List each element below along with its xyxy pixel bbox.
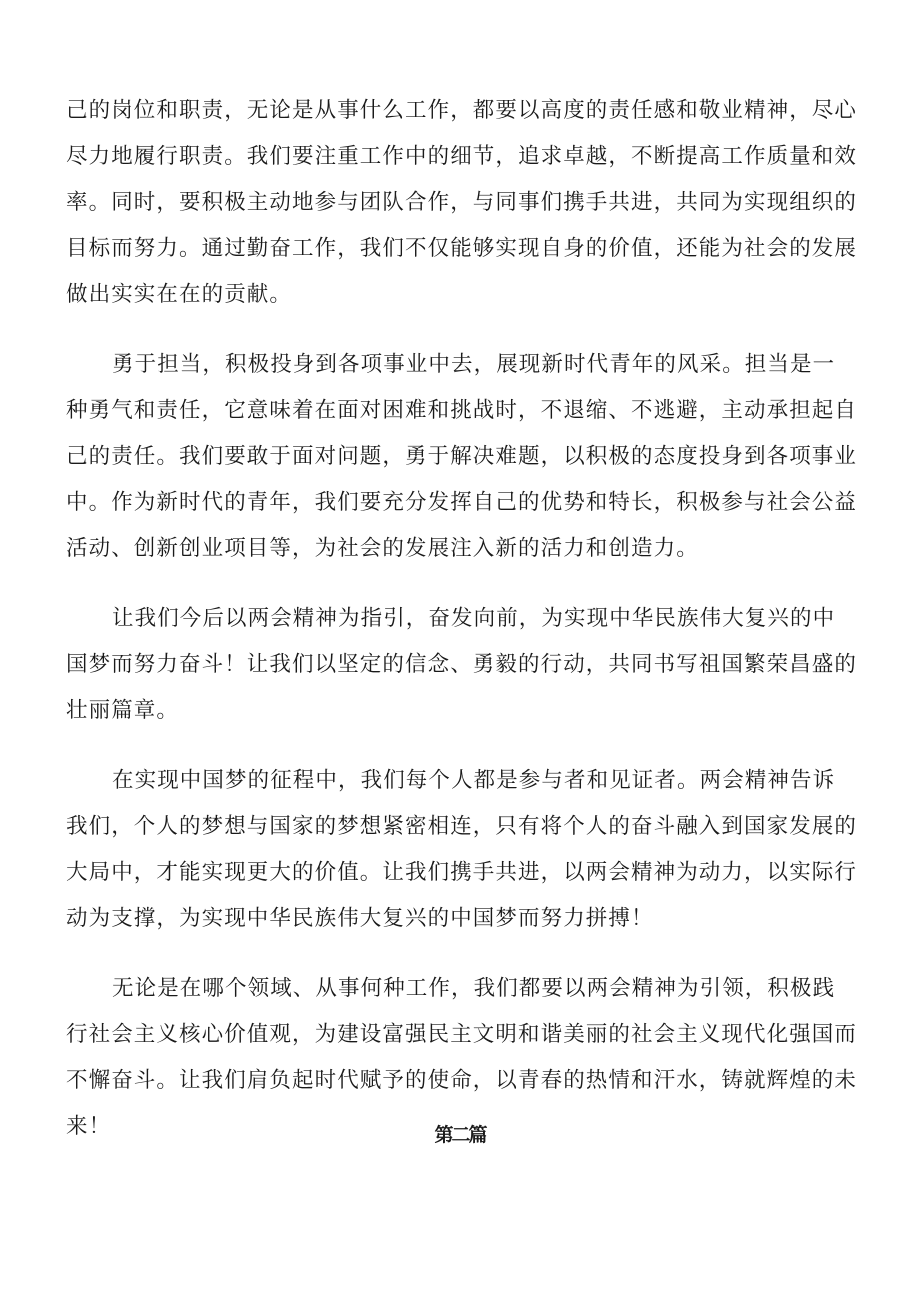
- text-line: 大局中，才能实现更大的价值。让我们携手共进，以两会精神为动力，以实际行: [66, 860, 858, 885]
- paragraph-1: [66, 88, 866, 318]
- text-line: 不懈奋斗。让我们肩负起时代赋予的使命，以青春的热情和汗水，铸就辉煌的未: [66, 1068, 858, 1093]
- text-line: 做出实实在在的贡献。: [66, 282, 293, 307]
- section-heading: 第二篇: [434, 1124, 486, 1146]
- paragraph-4: [66, 758, 866, 942]
- text-line: 让我们今后以两会精神为指引，奋发向前，为实现中华民族伟大复兴的中: [112, 606, 836, 631]
- text-line: 目标而努力。通过勤奋工作，我们不仅能够实现自身的价值，还能为社会的发展: [66, 236, 858, 261]
- text-line: 己的责任。我们要敢于面对问题，勇于解决难题，以积极的态度投身到各项事业: [66, 444, 858, 469]
- text-line: 尽力地履行职责。我们要注重工作中的细节，追求卓越，不断提高工作质量和效: [66, 144, 858, 169]
- text-line: 无论是在哪个领域、从事何种工作，我们都要以两会精神为引领，积极践: [112, 976, 836, 1001]
- paragraph-3: [66, 596, 866, 734]
- text-line: 动为支撑，为实现中华民族伟大复兴的中国梦而努力拼搏！: [66, 906, 654, 931]
- text-line: 壮丽篇章。: [66, 698, 180, 723]
- text-line: 种勇气和责任，它意味着在面对困难和挑战时，不退缩、不逃避，主动承担起自: [66, 398, 858, 423]
- text-line: 勇于担当，积极投身到各项事业中去，展现新时代青年的风采。担当是一: [112, 352, 836, 377]
- text-line: 国梦而努力奋斗！让我们以坚定的信念、勇毅的行动，共同书写祖国繁荣昌盛的: [66, 652, 858, 677]
- text-line: 来！: [66, 1114, 112, 1139]
- text-line: 己的岗位和职责，无论是从事什么工作，都要以高度的责任感和敬业精神，尽心: [66, 98, 858, 123]
- text-line: 活动、创新创业项目等，为社会的发展注入新的活力和创造力。: [66, 536, 699, 561]
- text-line: 率。同时，要积极主动地参与团队合作，与同事们携手共进，共同为实现组织的: [66, 190, 858, 215]
- text-line: 中。作为新时代的青年，我们要充分发挥自己的优势和特长，积极参与社会公益: [66, 490, 858, 515]
- paragraph-2: [66, 342, 866, 572]
- text-line: 我们，个人的梦想与国家的梦想紧密相连，只有将个人的奋斗融入到国家发展的: [66, 814, 858, 839]
- text-line: 行社会主义核心价值观，为建设富强民主文明和谐美丽的社会主义现代化强国而: [66, 1022, 858, 1047]
- text-line: 在实现中国梦的征程中，我们每个人都是参与者和见证者。两会精神告诉: [112, 768, 836, 793]
- document-body: [66, 88, 866, 1174]
